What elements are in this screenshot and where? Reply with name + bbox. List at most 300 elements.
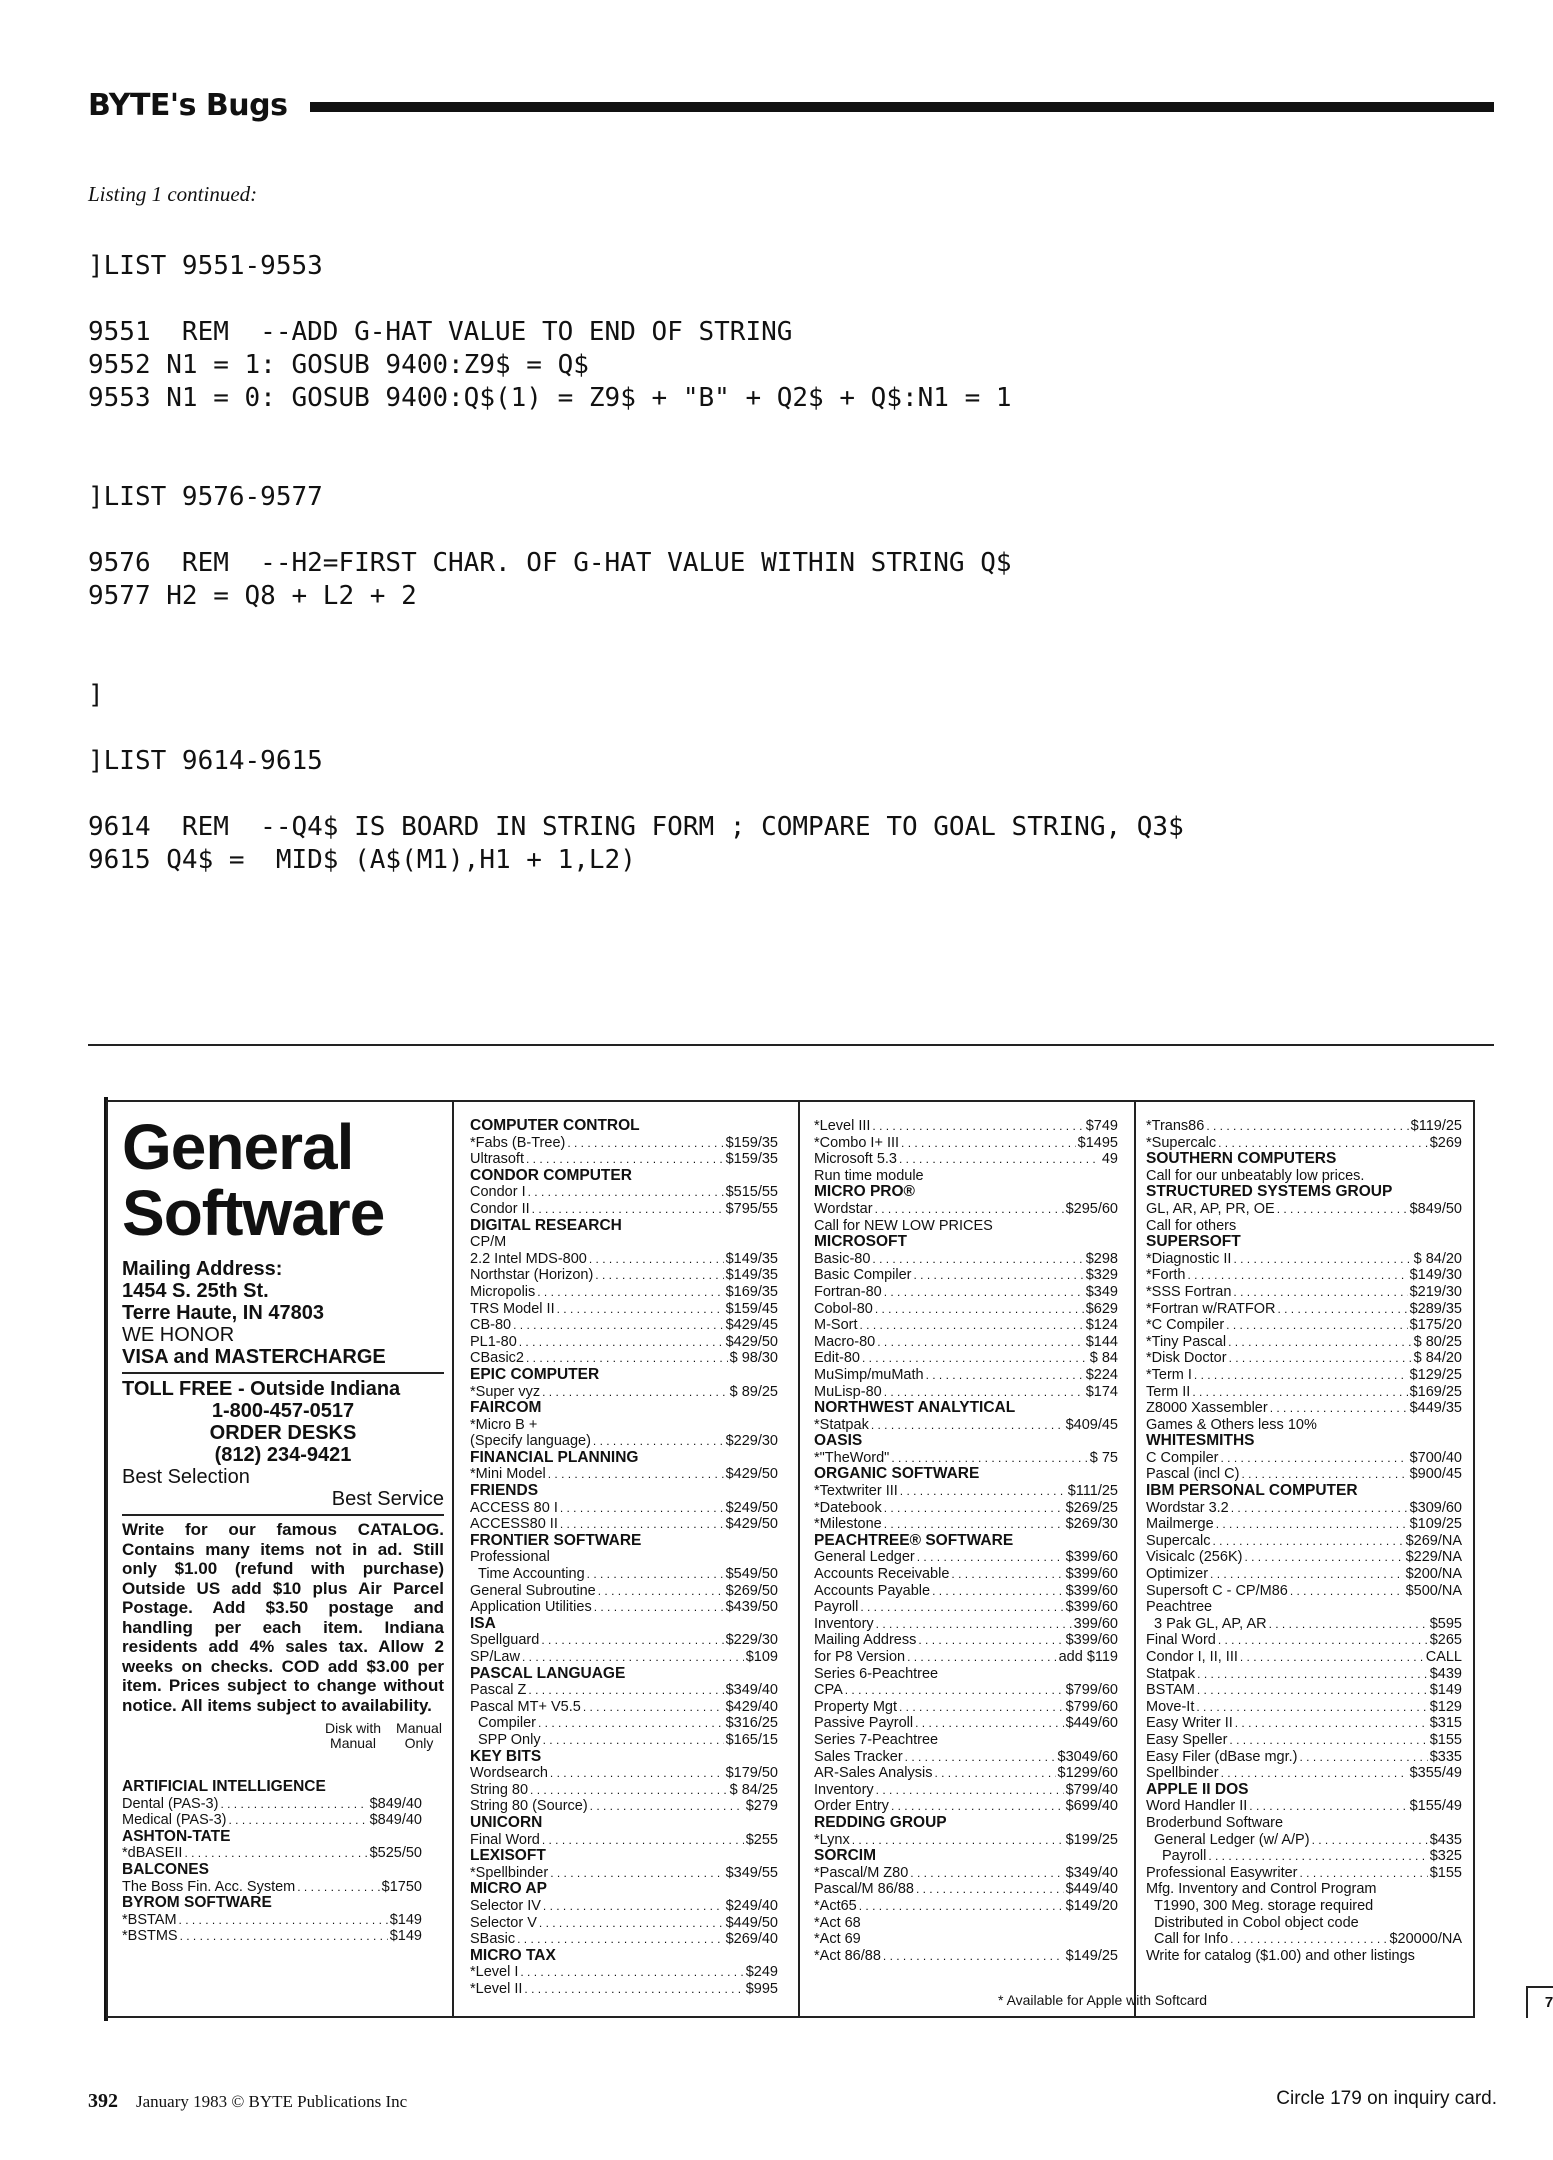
product-item [814, 1881, 1118, 1898]
product-name: *Pascal/M Z80 [814, 1864, 909, 1881]
dot-leader [1221, 1450, 1408, 1467]
dot-leader [594, 1599, 724, 1616]
dot-leader [901, 1135, 1076, 1152]
product-price: $289/35 [1409, 1300, 1462, 1317]
product-item [122, 1812, 422, 1829]
dot-leader [1270, 1400, 1408, 1417]
vendor-heading: FINANCIAL PLANNING [470, 1448, 639, 1466]
product-name: MuLisp-80 [814, 1383, 882, 1400]
product-name: Final Word [470, 1831, 540, 1848]
product-item [122, 1845, 422, 1862]
product-price: $269/30 [1065, 1516, 1118, 1533]
product-price: $124 [1085, 1317, 1118, 1334]
product-name: Visicalc (256K) [1146, 1549, 1243, 1566]
product-name: Supersoft C - CP/M86 [1146, 1582, 1288, 1599]
vendor-heading: MICRO TAX [470, 1946, 556, 1964]
info-divider [122, 1372, 444, 1374]
dot-leader [1197, 1666, 1428, 1683]
product-item [470, 1915, 778, 1932]
product-price: $149/25 [1065, 1947, 1118, 1964]
product-price: $279 [745, 1798, 778, 1815]
product-price: $149/30 [1409, 1267, 1462, 1284]
disk-with-manual-header: Disk with Manual [324, 1720, 381, 1751]
product-item [1146, 1450, 1462, 1467]
product-name: *C Compiler [1146, 1317, 1225, 1334]
product-name: CPA [814, 1682, 843, 1699]
product-item [122, 1912, 422, 1929]
product-column-2 [470, 1118, 778, 1997]
product-item [470, 1251, 778, 1268]
vendor-heading: UNICORN [470, 1813, 543, 1831]
dot-leader [228, 1812, 367, 1829]
dot-leader [595, 1267, 723, 1284]
product-name: *Level II [470, 1980, 523, 1997]
product-item [1146, 1632, 1462, 1649]
dot-leader [184, 1845, 367, 1862]
product-name: Optimizer [1146, 1566, 1209, 1583]
product-price: $165/15 [725, 1731, 778, 1748]
dot-leader [1249, 1798, 1407, 1815]
product-item [470, 1317, 778, 1334]
product-item [1146, 1549, 1462, 1566]
product-item [470, 1433, 778, 1450]
mailing-city: Terre Haute, IN 47803 [122, 1302, 324, 1324]
product-price: $20000/NA [1389, 1931, 1462, 1948]
vendor-heading: SOUTHERN COMPUTERS [1146, 1150, 1337, 1168]
product-price: $159/35 [725, 1151, 778, 1168]
dot-leader [519, 1334, 724, 1351]
product-item [470, 1782, 778, 1799]
dot-leader [914, 1267, 1084, 1284]
dot-leader [1230, 1931, 1387, 1948]
product-price: $515/55 [725, 1184, 778, 1201]
price-column-headers [122, 1721, 444, 1779]
product-item [470, 1350, 778, 1367]
vendor-heading: STRUCTURED SYSTEMS GROUP [1146, 1183, 1393, 1201]
product-item [814, 1151, 1118, 1168]
product-item [814, 1118, 1118, 1135]
product-name: Call for Info [1154, 1931, 1229, 1948]
issue-line: January 1983 © BYTE Publications Inc [136, 2092, 408, 2111]
product-note: Peachtree [1146, 1599, 1213, 1616]
product-price: $149 [389, 1911, 422, 1928]
dot-leader [543, 1898, 724, 1915]
product-item [470, 1516, 778, 1533]
product-item [814, 1682, 1118, 1699]
product-column-3 [814, 1118, 1118, 1964]
product-note: Broderbund Software [1146, 1814, 1284, 1831]
product-item [470, 1649, 778, 1666]
product-price: $175/20 [1409, 1317, 1462, 1334]
product-price: $595 [1429, 1615, 1462, 1632]
info-divider [122, 1514, 444, 1516]
product-item [1146, 1682, 1462, 1699]
product-item [470, 1583, 778, 1600]
product-price: add $119 [1058, 1649, 1118, 1665]
product-price: $1299/60 [1057, 1765, 1118, 1782]
product-item [470, 1599, 778, 1616]
product-item [1146, 1466, 1462, 1483]
product-item [1146, 1400, 1462, 1417]
general-software-ad [106, 1100, 1553, 2018]
product-name: Selector IV [470, 1897, 541, 1914]
product-item [1146, 1715, 1462, 1732]
product-item [470, 1184, 778, 1201]
product-item [1146, 1616, 1462, 1633]
dot-leader [557, 1301, 724, 1318]
product-price: $335 [1429, 1748, 1462, 1765]
product-price: $249/40 [725, 1897, 778, 1914]
product-price: $900/45 [1409, 1466, 1462, 1483]
product-price: $149/20 [1065, 1897, 1118, 1914]
product-item [470, 1500, 778, 1517]
product-name: Micropolis [470, 1283, 536, 1300]
product-price: $799/40 [1065, 1781, 1118, 1798]
order-desks-label: ORDER DESKS [209, 1422, 357, 1444]
dot-leader [526, 1151, 724, 1168]
dot-leader [884, 1384, 1084, 1401]
product-price: 399/60 [1073, 1615, 1118, 1632]
product-item [1146, 1384, 1462, 1401]
product-name: Easy Writer II [1146, 1715, 1233, 1732]
dot-leader [1194, 1367, 1408, 1384]
product-name: Wordsearch [470, 1765, 548, 1782]
product-name: Sales Tracker [814, 1748, 903, 1765]
dot-leader [1206, 1118, 1408, 1135]
dot-leader [852, 1832, 1064, 1849]
product-name: Easy Filer (dBase mgr.) [1146, 1748, 1298, 1765]
product-price: $449/60 [1065, 1715, 1118, 1732]
best-service: Best Service [331, 1488, 444, 1510]
product-name: General Ledger [814, 1549, 915, 1566]
dot-leader [1240, 1649, 1424, 1666]
product-note: Series 7-Peachtree [814, 1731, 939, 1748]
product-price: $129/25 [1409, 1366, 1462, 1383]
vendor-heading: PASCAL LANGUAGE [470, 1664, 626, 1682]
product-price: $109 [745, 1649, 778, 1665]
order-desks-number: (812) 234-9421 [214, 1444, 352, 1466]
product-item [814, 1616, 1118, 1633]
code-line: 9553 N1 = 0: GOSUB 9400:Q$(1) = Z9$ + "B" + Q2$ + Q$:N1 = 1 [88, 383, 1012, 413]
product-price: $144 [1085, 1333, 1118, 1350]
product-name: *Forth [1146, 1267, 1186, 1284]
product-price: $399/60 [1065, 1599, 1118, 1616]
product-note: *Act 69 [814, 1931, 861, 1948]
product-price: $429/40 [725, 1698, 778, 1715]
product-price: $399/60 [1065, 1632, 1118, 1649]
product-item [814, 1450, 1118, 1467]
product-price: $265 [1429, 1632, 1462, 1649]
section-title: BYTE's Bugs [88, 88, 288, 123]
product-price: $329 [1085, 1267, 1118, 1284]
dot-leader [587, 1566, 724, 1583]
product-note: CP/M [470, 1234, 507, 1251]
dot-leader [548, 1466, 724, 1483]
page-number: 392 [88, 2090, 118, 2112]
product-item [122, 1879, 422, 1896]
product-item [814, 1483, 1118, 1500]
product-item [1146, 1798, 1462, 1815]
product-item [122, 1928, 422, 1945]
product-item [1146, 1118, 1462, 1135]
product-item [470, 1566, 778, 1583]
dot-leader [541, 1632, 723, 1649]
product-price: $ 84/20 [1413, 1350, 1462, 1367]
product-name: Pascal Z [470, 1682, 527, 1699]
product-name: *BSTMS [122, 1928, 178, 1945]
product-name: *Tiny Pascal [1146, 1333, 1227, 1350]
product-item [1146, 1135, 1462, 1152]
dot-leader [530, 1782, 728, 1799]
product-name: CBasic2 [470, 1350, 524, 1367]
vendor-heading: CONDOR COMPUTER [470, 1166, 632, 1184]
brand-name [122, 1111, 444, 1249]
product-name: SP/Law [470, 1649, 520, 1665]
vendor-heading: OASIS [814, 1432, 863, 1450]
product-name: Microsoft 5.3 [814, 1151, 897, 1168]
dot-leader [528, 1184, 724, 1201]
product-name: Fortran-80 [814, 1283, 882, 1300]
product-price: $449/40 [1065, 1881, 1118, 1898]
code-line: ]LIST 9551-9553 [88, 251, 323, 281]
product-price: $155 [1429, 1864, 1462, 1881]
product-item [814, 1699, 1118, 1716]
dot-leader [1269, 1616, 1428, 1633]
dot-leader [297, 1879, 379, 1896]
product-name: SPP Only [478, 1731, 541, 1748]
product-price: $155/49 [1409, 1798, 1462, 1815]
product-note: *Micro B + [470, 1416, 538, 1433]
product-price: $119/25 [1410, 1118, 1462, 1134]
dot-leader [1229, 1350, 1412, 1367]
dot-leader [1216, 1516, 1408, 1533]
product-name: Z8000 Xassembler [1146, 1400, 1268, 1417]
product-item [470, 1384, 778, 1401]
vendor-heading: MICRO AP [470, 1880, 547, 1898]
product-item [814, 1765, 1118, 1782]
product-price: $269/25 [1065, 1499, 1118, 1516]
product-note: Call for others [1146, 1217, 1237, 1234]
dot-leader [520, 1964, 743, 1981]
product-price: $429/50 [725, 1333, 778, 1350]
product-price: $149 [389, 1928, 422, 1945]
product-item [1146, 1699, 1462, 1716]
dot-leader [884, 1284, 1084, 1301]
product-name: Word Handler II [1146, 1798, 1248, 1815]
product-item [814, 1417, 1118, 1434]
header-rule [310, 102, 1494, 112]
dot-leader [522, 1649, 744, 1666]
section-header [88, 86, 1494, 126]
dot-leader [907, 1649, 1057, 1666]
vendor-heading: LEXISOFT [470, 1847, 546, 1865]
product-note: Write for catalog ($1.00) and other listings [1146, 1947, 1415, 1964]
product-name: for P8 Version [814, 1649, 906, 1665]
product-price: $111/25 [1067, 1483, 1118, 1500]
dot-leader [872, 1251, 1083, 1268]
product-price: $109/25 [1409, 1516, 1462, 1533]
product-name: *Act 86/88 [814, 1947, 881, 1964]
product-item [470, 1334, 778, 1351]
dot-leader [1197, 1682, 1428, 1699]
dot-leader [845, 1682, 1064, 1699]
dot-leader [583, 1699, 724, 1716]
dot-leader [860, 1599, 1063, 1616]
product-item [1146, 1267, 1462, 1284]
product-price: $ 80/25 [1413, 1333, 1462, 1350]
product-price: $629 [1085, 1300, 1118, 1317]
dot-leader [532, 1201, 724, 1218]
product-item [814, 1749, 1118, 1766]
product-price: $439 [1429, 1665, 1462, 1682]
dot-leader [590, 1798, 744, 1815]
product-name: Property Mgt [814, 1698, 897, 1715]
dot-leader [598, 1583, 724, 1600]
product-item [814, 1251, 1118, 1268]
product-name: Order Entry [814, 1798, 889, 1815]
dot-leader [1300, 1749, 1428, 1766]
product-price: $439/50 [725, 1599, 778, 1616]
product-name: Statpak [1146, 1665, 1196, 1682]
product-price: $525/50 [369, 1845, 422, 1862]
dot-leader [872, 1118, 1083, 1135]
product-name: *Lynx [814, 1831, 850, 1848]
dot-leader [550, 1765, 724, 1782]
product-price: $179/50 [725, 1765, 778, 1782]
product-name: *Fortran w/RATFOR [1146, 1300, 1276, 1317]
product-price: $349/40 [725, 1682, 778, 1699]
product-name: Dental (PAS-3) [122, 1795, 219, 1812]
dot-leader [526, 1350, 728, 1367]
product-item [1146, 1284, 1462, 1301]
toll-free-number: 1-800-457-0517 [211, 1400, 355, 1422]
product-price: $500/NA [1405, 1582, 1462, 1599]
mailing-street: 1454 S. 25th St. [122, 1280, 269, 1302]
product-price: $429/50 [725, 1516, 778, 1533]
dot-leader [951, 1566, 1063, 1583]
product-item [814, 1516, 1118, 1533]
product-price: $349/55 [725, 1864, 778, 1881]
code-line: 9615 Q4$ = MID$ (A$(M1),H1 + 1,L2) [88, 845, 636, 875]
product-name: ACCESS 80 I [470, 1499, 558, 1516]
product-name: *dBASEII [122, 1845, 183, 1862]
product-item [1146, 1500, 1462, 1517]
vendor-heading: KEY BITS [470, 1747, 542, 1765]
product-price: $349 [1085, 1283, 1118, 1300]
product-name: GL, AR, AP, PR, OE [1146, 1200, 1275, 1217]
product-name: Payroll [814, 1599, 859, 1616]
product-item [470, 1699, 778, 1716]
dot-leader [1218, 1632, 1428, 1649]
product-item [1146, 1317, 1462, 1334]
product-item [470, 1267, 778, 1284]
product-price: $229/NA [1405, 1549, 1462, 1566]
product-price: $219/30 [1409, 1283, 1462, 1300]
dot-leader [1241, 1466, 1407, 1483]
ad-page-number: 7 [1526, 1986, 1553, 2018]
product-price: 49 [1101, 1151, 1118, 1168]
product-item [1146, 1732, 1462, 1749]
listing-caption: Listing 1 continued: [88, 182, 258, 206]
dot-leader [542, 1384, 727, 1401]
product-name: Accounts Receivable [814, 1566, 950, 1583]
dot-leader [1233, 1251, 1411, 1268]
product-item [814, 1301, 1118, 1318]
product-item [470, 1765, 778, 1782]
product-price: $224 [1085, 1366, 1118, 1383]
vendor-heading: FRONTIER SOFTWARE [470, 1531, 642, 1549]
product-price: $349/40 [1065, 1864, 1118, 1881]
product-item [814, 1632, 1118, 1649]
dot-leader [1218, 1135, 1428, 1152]
product-item [1146, 1334, 1462, 1351]
product-price: $249/50 [725, 1499, 778, 1516]
product-item [470, 1682, 778, 1699]
catalog-offer: Write for our famous CATALOG. Contains many items not in ad. Still only $1.00 (refund with purchase) Outside US add $10 plus Air Parcel Postage. Add $3.50 postage and handling per each item. Indiana residents add 4% sales tax. Allow 2 weeks on checks. COD add $3.00 per item. Prices subject to change without notice. All items subject to availability. [122, 1520, 444, 1715]
product-name: Medical (PAS-3) [122, 1812, 227, 1829]
product-price: $129 [1429, 1698, 1462, 1715]
dot-leader [538, 1715, 724, 1732]
product-name: PL1-80 [470, 1333, 517, 1350]
dot-leader [899, 1699, 1064, 1716]
dot-leader [220, 1796, 367, 1813]
dot-leader [932, 1583, 1064, 1600]
product-price: $255 [745, 1831, 778, 1848]
product-price: $309/60 [1409, 1499, 1462, 1516]
product-note: Series 6-Peachtree [814, 1665, 939, 1682]
product-item [1146, 1583, 1462, 1600]
page-separator [88, 1044, 1494, 1046]
product-name: Move-It [1146, 1698, 1195, 1715]
page-footer [88, 2090, 407, 2113]
product-item [814, 1798, 1118, 1815]
product-name: Basic Compiler [814, 1267, 912, 1284]
product-item [814, 1566, 1118, 1583]
dot-leader [1312, 1832, 1428, 1849]
product-note: Call for our unbeatably low prices. [1146, 1167, 1365, 1184]
product-price: $449/35 [1409, 1400, 1462, 1417]
dot-leader [560, 1516, 724, 1533]
dot-leader [875, 1201, 1064, 1218]
product-name: Condor I, II, III [1146, 1649, 1238, 1665]
dot-leader [539, 1915, 724, 1932]
product-name: Wordstar [814, 1200, 873, 1217]
product-item [122, 1796, 422, 1813]
ad-info-column [122, 1108, 444, 1945]
vendor-heading: SORCIM [814, 1847, 876, 1865]
product-item [814, 1898, 1118, 1915]
product-name: Supercalc [1146, 1532, 1211, 1549]
product-name: Edit-80 [814, 1350, 860, 1367]
product-price: $149/35 [725, 1267, 778, 1284]
product-name: Cobol-80 [814, 1300, 873, 1317]
dot-leader [567, 1135, 723, 1152]
product-price: $449/50 [725, 1914, 778, 1931]
product-price: $429/50 [725, 1466, 778, 1483]
dot-leader [871, 1417, 1064, 1434]
product-name: Pascal/M 86/88 [814, 1881, 914, 1898]
vendor-heading: APPLE II DOS [1146, 1780, 1249, 1798]
product-name: *Fabs (B-Tree) [470, 1134, 566, 1151]
product-item [1146, 1832, 1462, 1849]
product-item [1146, 1765, 1462, 1782]
dot-leader [876, 1616, 1072, 1633]
dot-leader [883, 1948, 1064, 1965]
product-item [470, 1964, 778, 1981]
column-divider [798, 1102, 800, 2018]
product-name: BSTAM [1146, 1682, 1195, 1699]
code-line: ]LIST 9576-9577 [88, 482, 323, 512]
